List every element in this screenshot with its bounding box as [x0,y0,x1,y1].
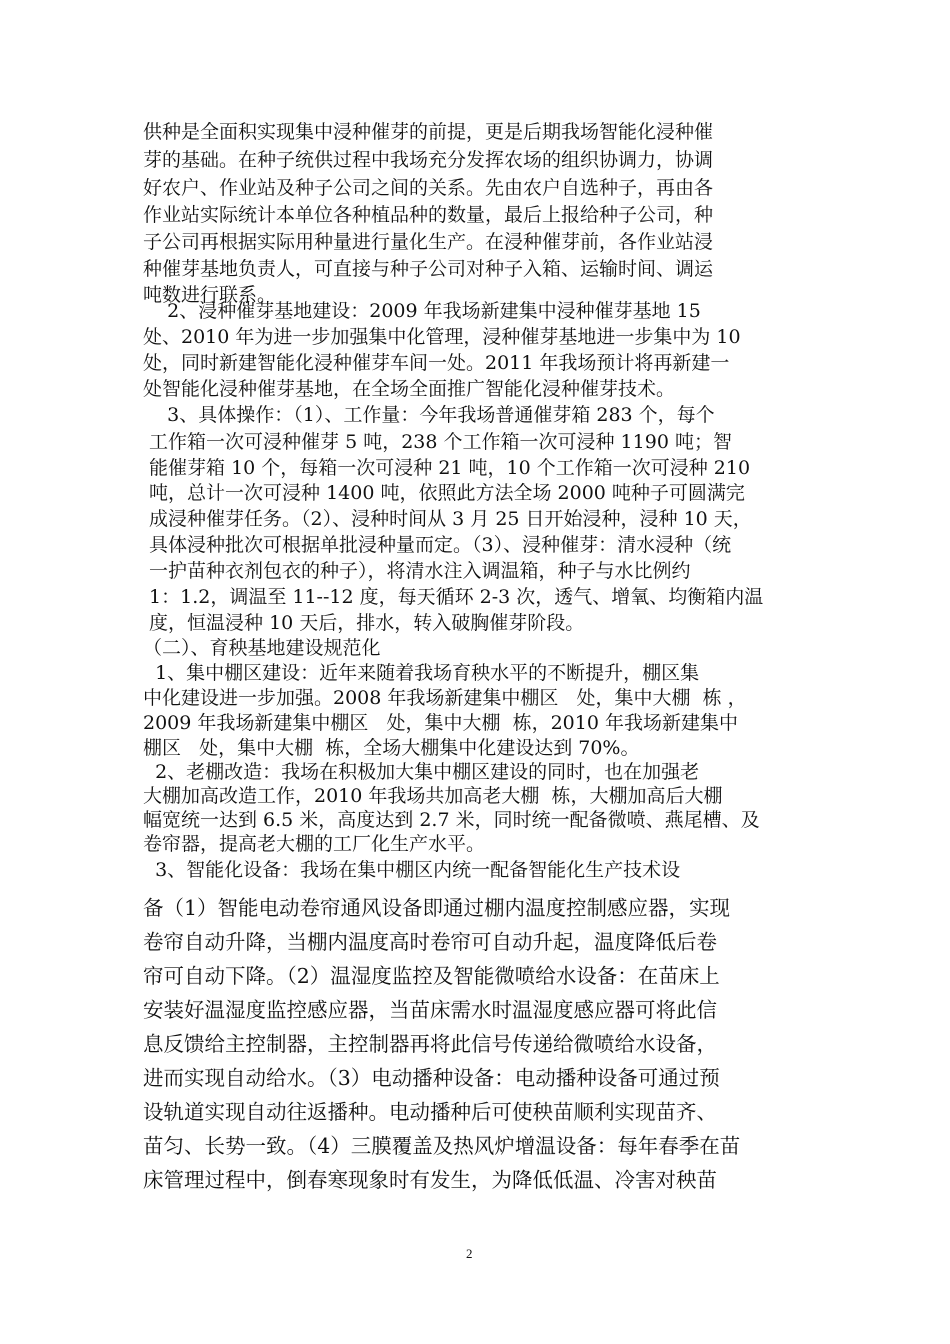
paragraph-line: 吨，总计一次可浸种 1400 吨，依照此方法全场 2000 吨种子可圆满完 [143,482,745,504]
paragraph-line: 供种是全面积实现集中浸种催芽的前提，更是后期我场智能化浸种催 [143,121,714,143]
paragraph-line: 2、浸种催芽基地建设：2009 年我场新建集中浸种催芽基地 15 [143,300,701,322]
paragraph-line: 度，恒温浸种 10 天后，排水，转入破胸催芽阶段。 [143,612,585,634]
paragraph-line: 3、智能化设备：我场在集中棚区内统一配备智能化生产技术设 [143,859,681,881]
paragraph-line: 卷帘器，提高老大棚的工厂化生产水平。 [143,833,486,855]
paragraph-line: 2009 年我场新建集中棚区 处，集中大棚 栋，2010 年我场新建集中 [143,712,738,734]
paragraph-line: 具体浸种批次可根据单批浸种量而定。（3）、浸种催芽：清水浸种（统 [143,534,732,556]
paragraph-line: 1、集中棚区建设：近年来随着我场育秧水平的不断提升，棚区集 [143,662,700,684]
paragraph-line: 进而实现自动给水。（3）电动播种设备：电动播种设备可通过预 [143,1066,720,1090]
paragraph-line: 备（1）智能电动卷帘通风设备即通过棚内温度控制感应器，实现 [143,896,731,920]
paragraph-line: 安装好温湿度监控感应器，当苗床需水时温湿度感应器可将此信 [143,998,717,1022]
paragraph-line: 设轨道实现自动往返播种。电动播种后可使秧苗顺利实现苗齐、 [143,1100,717,1124]
paragraph-line: 能催芽箱 10 个，每箱一次可浸种 21 吨，10 个工作箱一次可浸种 210 [143,457,751,479]
paragraph-line: 一护苗种衣剂包衣的种子），将清水注入调温箱，种子与水比例约 [143,560,691,582]
section-heading: （二）、育秧基地建设规范化 [143,637,381,659]
paragraph-line: 作业站实际统计本单位各种植品种的数量，最后上报给种子公司，种 [143,204,714,226]
page-number: 2 [466,1246,473,1261]
paragraph-line: 棚区 处，集中大棚 栋，全场大棚集中化建设达到 70%。 [143,737,640,759]
paragraph-line: 中化建设进一步加强。2008 年我场新建集中棚区 处，集中大棚 栋 ， [143,687,747,709]
paragraph-line: 大棚加高改造工作，2010 年我场共加高老大棚 栋，大棚加高后大棚 [143,785,723,807]
paragraph-line: 2、老棚改造：我场在积极加大集中棚区建设的同时，也在加强老 [143,761,700,783]
paragraph-line: 芽的基础。在种子统供过程中我场充分发挥农场的组织协调力，协调 [143,149,714,171]
paragraph-line: 帘可自动下降。（2）温湿度监控及智能微喷给水设备：在苗床上 [143,964,720,988]
paragraph-line: 处智能化浸种催芽基地，在全场全面推广智能化浸种催芽技术。 [143,378,676,400]
paragraph-line: 苗匀、长势一致。（4）三膜覆盖及热风炉增温设备：每年春季在苗 [143,1134,741,1158]
paragraph-line: 种催芽基地负责人，可直接与种子公司对种子入箱、运输时间、调运 [143,258,714,280]
paragraph-line: 子公司再根据实际用种量进行量化生产。在浸种催芽前，各作业站浸 [143,231,714,253]
paragraph-line: 1：1.2，调温至 11--12 度，每天循环 2-3 次，透气、增氧、均衡箱内温 [143,586,764,608]
paragraph-line: 处、2010 年为进一步加强集中化管理，浸种催芽基地进一步集中为 10 [143,326,741,348]
paragraph-line: 3、具体操作：（1）、工作量：今年我场普通催芽箱 283 个，每个 [143,404,715,426]
paragraph-line: 工作箱一次可浸种催芽 5 吨，238 个工作箱一次可浸种 1190 吨；智 [143,431,732,453]
paragraph-line: 息反馈给主控制器，主控制器再将此信号传递给微喷给水设备， [143,1032,717,1056]
paragraph-line: 成浸种催芽任务。（2）、浸种时间从 3 月 25 日开始浸种，浸种 10 天， [143,508,752,530]
paragraph-line: 处，同时新建智能化浸种催芽车间一处。2011 年我场预计将再新建一 [143,352,730,374]
paragraph-line: 吨数进行联系。 [143,284,277,306]
paragraph-line: 好农户、作业站及种子公司之间的关系。先由农户自选种子，再由各 [143,177,714,199]
paragraph-line: 卷帘自动升降，当棚内温度高时卷帘可自动升起，温度降低后卷 [143,930,717,954]
paragraph-line: 幅宽统一达到 6.5 米，高度达到 2.7 米，同时统一配备微喷、燕尾槽、及 [143,809,760,831]
paragraph-line: 床管理过程中，倒春寒现象时有发生，为降低低温、冷害对秧苗 [143,1168,717,1192]
